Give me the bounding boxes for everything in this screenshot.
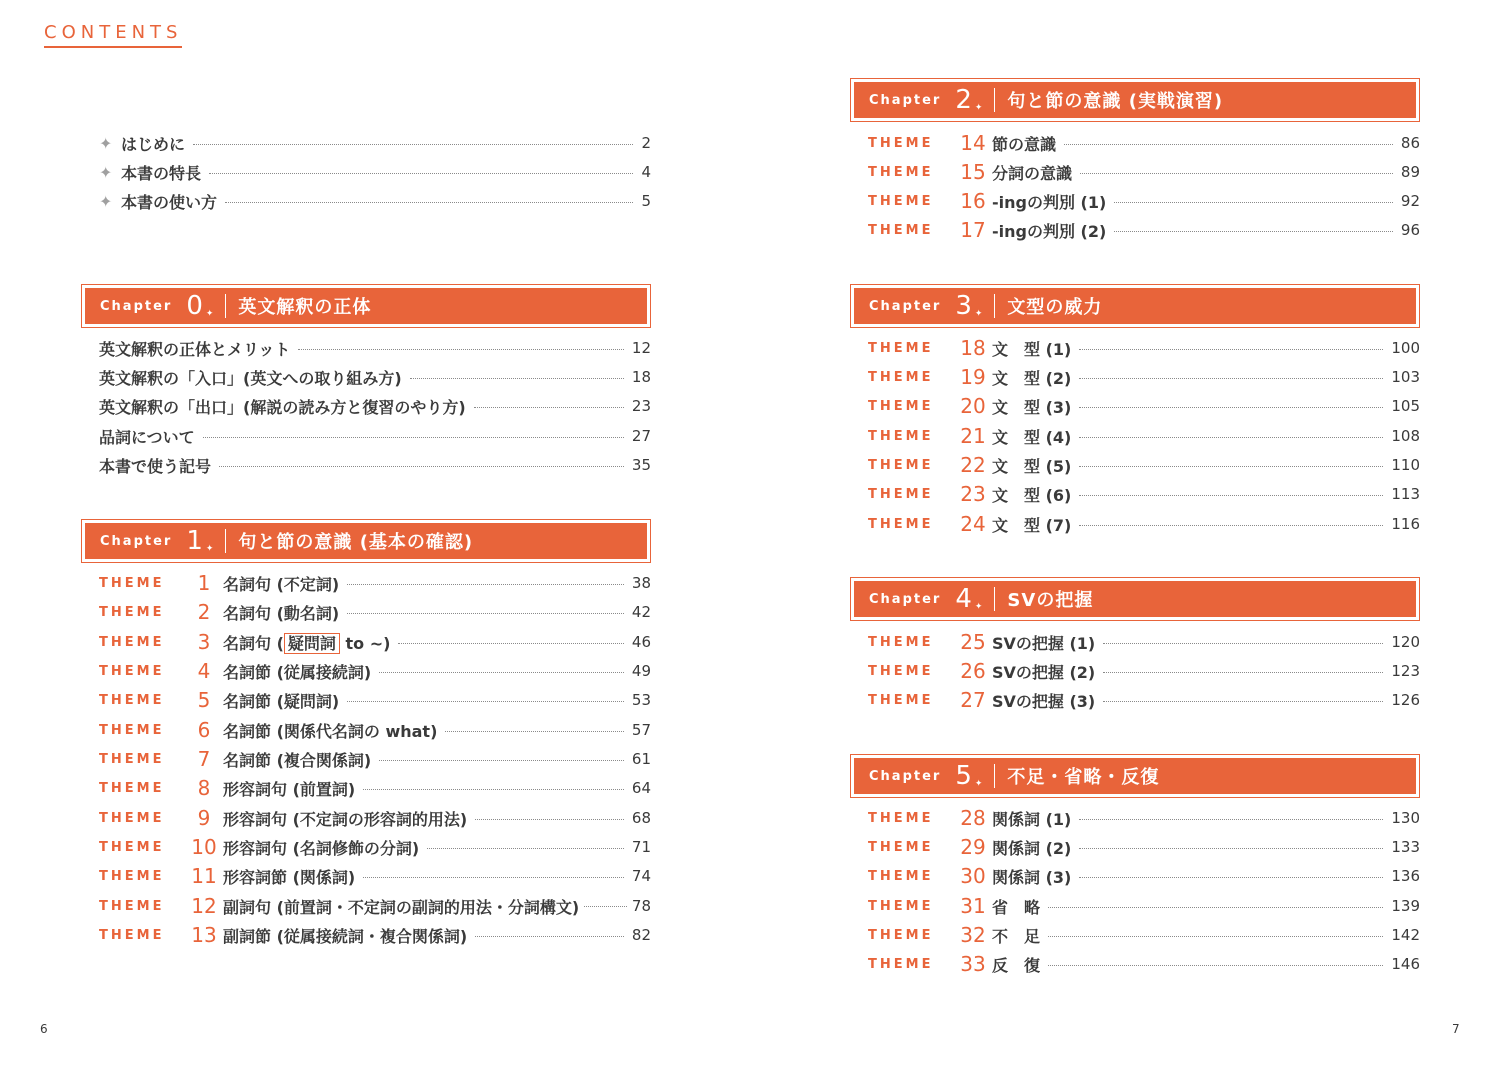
- item-label: はじめに: [121, 134, 186, 154]
- page-ref: 53: [631, 691, 651, 709]
- item-label: 本書の特長: [121, 163, 202, 183]
- page-ref: 27: [631, 427, 651, 445]
- item-label: 英文解釈の「入口」(英文への取り組み方): [99, 368, 402, 388]
- page-ref: 120: [1391, 633, 1420, 651]
- dot-leader: [445, 731, 624, 732]
- theme-number: 18: [960, 336, 986, 360]
- dot-leader: [363, 877, 624, 878]
- dot-leader: [1079, 848, 1383, 849]
- page-number-right: 7: [1452, 1022, 1460, 1036]
- theme-item[interactable]: [81, 599, 651, 625]
- dot-leader: [1079, 495, 1383, 496]
- dot-leader: [1079, 437, 1383, 438]
- dot-leader: [1103, 701, 1383, 702]
- theme-number: 9: [197, 806, 211, 830]
- theme-item[interactable]: [850, 159, 1420, 185]
- theme-number: 6: [197, 718, 211, 742]
- item-label: 文 型 (6): [992, 485, 1072, 505]
- page-ref: 61: [631, 750, 651, 768]
- theme-item[interactable]: [850, 452, 1420, 478]
- theme-item[interactable]: [81, 717, 651, 743]
- theme-number: 12: [191, 894, 217, 918]
- theme-number: 3: [197, 630, 211, 654]
- item-label: 本書で使う記号: [99, 456, 212, 476]
- theme-number: 17: [960, 218, 986, 242]
- toc-item[interactable]: [81, 364, 651, 390]
- theme-number: 28: [960, 806, 986, 830]
- item-label: 文 型 (1): [992, 339, 1072, 359]
- theme-item[interactable]: [850, 393, 1420, 419]
- dot-leader: [1048, 907, 1383, 908]
- dot-leader: [427, 848, 624, 849]
- theme-item[interactable]: [81, 893, 651, 919]
- theme-number: 23: [960, 482, 986, 506]
- theme-word: THEME: [868, 898, 934, 914]
- theme-item[interactable]: [850, 658, 1420, 684]
- toc-item[interactable]: [81, 335, 651, 361]
- theme-word: THEME: [868, 340, 934, 356]
- theme-number: 10: [191, 835, 217, 859]
- theme-word: THEME: [99, 634, 165, 650]
- theme-number: 7: [197, 747, 211, 771]
- dot-leader: [298, 349, 624, 350]
- dot-leader: [1079, 525, 1383, 526]
- item-label: 節の意識: [992, 134, 1057, 154]
- chapter-divider: [994, 88, 995, 112]
- page-ref: 12: [631, 339, 651, 357]
- page-ref: 105: [1391, 397, 1420, 415]
- theme-word: THEME: [868, 222, 934, 238]
- sparkle-icon: ✦: [974, 309, 983, 319]
- page-ref: 110: [1391, 456, 1420, 474]
- dot-leader: [1079, 877, 1383, 878]
- page-ref: 18: [631, 368, 651, 386]
- theme-item[interactable]: [850, 481, 1420, 507]
- contents-title: CONTENTS: [44, 22, 182, 48]
- dot-leader: [363, 789, 624, 790]
- theme-word: THEME: [99, 604, 165, 620]
- dot-leader: [1103, 643, 1383, 644]
- toc-intro-item[interactable]: [81, 188, 651, 214]
- theme-item[interactable]: [81, 834, 651, 860]
- dot-leader: [475, 819, 624, 820]
- page-ref: 133: [1391, 838, 1420, 856]
- theme-word: THEME: [868, 839, 934, 855]
- item-label: 副詞節 (従属接続詞・複合関係詞): [223, 926, 468, 946]
- theme-word: THEME: [99, 751, 165, 767]
- theme-item[interactable]: [81, 658, 651, 684]
- toc-item[interactable]: [81, 452, 651, 478]
- theme-number: 27: [960, 688, 986, 712]
- chapter-3-header[interactable]: Chapter 3 ✦ 文型の威力: [850, 284, 1420, 328]
- theme-word: THEME: [99, 839, 165, 855]
- item-label: 名詞節 (疑問詞): [223, 691, 340, 711]
- page-ref: 86: [1400, 134, 1420, 152]
- item-label: 形容詞節 (関係詞): [223, 867, 356, 887]
- theme-number: 32: [960, 923, 986, 947]
- page-ref: 142: [1391, 926, 1420, 944]
- theme-word: THEME: [868, 428, 934, 444]
- page-ref: 139: [1391, 897, 1420, 915]
- page-ref: 68: [631, 809, 651, 827]
- item-label: 文 型 (5): [992, 456, 1072, 476]
- theme-number: 4: [197, 659, 211, 683]
- dot-leader: [193, 144, 633, 145]
- page-ref: 92: [1400, 192, 1420, 210]
- item-label: 形容詞句 (名詞修飾の分詞): [223, 838, 420, 858]
- dot-leader: [1114, 202, 1393, 203]
- chapter-divider: [994, 294, 995, 318]
- dot-leader: [1064, 144, 1393, 145]
- dot-leader: [1079, 378, 1383, 379]
- page-ref: 38: [631, 574, 651, 592]
- chapter-5-header[interactable]: Chapter 5 ✦ 不足・省略・反復: [850, 754, 1420, 798]
- theme-item[interactable]: [81, 687, 651, 713]
- item-label: 本書の使い方: [121, 192, 218, 212]
- dot-leader: [1114, 231, 1393, 232]
- chapter-0-header[interactable]: Chapter 0 ✦ 英文解釈の正体: [81, 284, 651, 328]
- chapter-1-header[interactable]: Chapter 1 ✦ 句と節の意識 (基本の確認): [81, 519, 651, 563]
- theme-number: 11: [191, 864, 217, 888]
- page-ref: 64: [631, 779, 651, 797]
- dot-leader: [475, 936, 624, 937]
- page-ref: 49: [631, 662, 651, 680]
- dot-leader: [225, 202, 633, 203]
- dot-leader: [1048, 965, 1383, 966]
- item-label: 省 略: [992, 897, 1041, 917]
- item-label: 文 型 (2): [992, 368, 1072, 388]
- item-label: SVの把握 (1): [992, 633, 1096, 653]
- theme-number: 24: [960, 512, 986, 536]
- theme-word: THEME: [868, 927, 934, 943]
- item-label: 文 型 (3): [992, 397, 1072, 417]
- dot-leader: [219, 466, 624, 467]
- theme-item[interactable]: [81, 570, 651, 596]
- item-label: 反 復: [992, 955, 1041, 975]
- theme-item[interactable]: [850, 423, 1420, 449]
- item-label: 名詞句 ( 疑問詞 to ~): [223, 633, 391, 653]
- theme-item[interactable]: [81, 746, 651, 772]
- theme-item[interactable]: [850, 364, 1420, 390]
- dot-leader: [584, 906, 627, 907]
- dot-leader: [379, 672, 624, 673]
- page-ref: 46: [631, 633, 651, 651]
- dot-leader: [1103, 672, 1383, 673]
- item-label: 副詞句 (前置詞・不定詞の副詞的用法・分詞構文): [223, 897, 580, 917]
- page-ref: 108: [1391, 427, 1420, 445]
- theme-number: 29: [960, 835, 986, 859]
- page-ref: 82: [631, 926, 651, 944]
- boxed-term: 疑問詞: [284, 633, 340, 654]
- item-label: 英文解釈の正体とメリット: [99, 339, 291, 359]
- theme-word: THEME: [868, 135, 934, 151]
- sparkle-icon: ✦: [974, 602, 983, 612]
- dot-leader: [1079, 407, 1383, 408]
- page-ref: 74: [631, 867, 651, 885]
- page-ref: 78: [631, 897, 651, 915]
- theme-item[interactable]: [81, 629, 651, 655]
- sparkle-icon: ✦: [205, 309, 214, 319]
- page-ref: 2: [641, 134, 651, 152]
- theme-word: THEME: [868, 956, 934, 972]
- theme-word: THEME: [868, 692, 934, 708]
- theme-number: 16: [960, 189, 986, 213]
- theme-number: 19: [960, 365, 986, 389]
- theme-word: THEME: [868, 369, 934, 385]
- toc-intro-item[interactable]: [81, 130, 651, 156]
- theme-item[interactable]: [850, 922, 1420, 948]
- page-ref: 136: [1391, 867, 1420, 885]
- theme-item[interactable]: [850, 629, 1420, 655]
- theme-word: THEME: [99, 927, 165, 943]
- dot-leader: [209, 173, 633, 174]
- page-ref: 96: [1400, 221, 1420, 239]
- theme-word: THEME: [868, 634, 934, 650]
- theme-number: 5: [197, 688, 211, 712]
- theme-number: 1: [197, 571, 211, 595]
- theme-item[interactable]: [850, 511, 1420, 537]
- theme-item[interactable]: [81, 805, 651, 831]
- theme-word: THEME: [99, 692, 165, 708]
- item-label: 形容詞句 (前置詞): [223, 779, 356, 799]
- theme-item[interactable]: [850, 130, 1420, 156]
- item-label: 文 型 (7): [992, 515, 1072, 535]
- theme-number: 8: [197, 776, 211, 800]
- theme-item[interactable]: [850, 335, 1420, 361]
- theme-word: THEME: [868, 398, 934, 414]
- page-ref: 123: [1391, 662, 1420, 680]
- page-ref: 146: [1391, 955, 1420, 973]
- item-label: -ingの判別 (1): [992, 192, 1107, 212]
- chapter-4-header[interactable]: Chapter 4 ✦ SVの把握: [850, 577, 1420, 621]
- sparkle-icon: ✦: [974, 779, 983, 789]
- theme-word: THEME: [868, 486, 934, 502]
- theme-word: THEME: [868, 193, 934, 209]
- theme-number: 25: [960, 630, 986, 654]
- page-ref: 57: [631, 721, 651, 739]
- item-label: 分詞の意識: [992, 163, 1073, 183]
- sparkle-icon: ✦: [99, 133, 113, 153]
- page-ref: 126: [1391, 691, 1420, 709]
- item-label: 文 型 (4): [992, 427, 1072, 447]
- item-label: 英文解釈の「出口」(解説の読み方と復習のやり方): [99, 397, 466, 417]
- theme-item[interactable]: [850, 188, 1420, 214]
- page-ref: 42: [631, 603, 651, 621]
- page-ref: 103: [1391, 368, 1420, 386]
- item-label: 名詞節 (複合関係詞): [223, 750, 372, 770]
- page-ref: 4: [641, 163, 651, 181]
- theme-number: 22: [960, 453, 986, 477]
- sparkle-icon: ✦: [205, 544, 214, 554]
- theme-number: 2: [197, 600, 211, 624]
- page-ref: 116: [1391, 515, 1420, 533]
- sparkle-icon: ✦: [974, 103, 983, 113]
- theme-number: 33: [960, 952, 986, 976]
- theme-word: THEME: [868, 868, 934, 884]
- theme-item[interactable]: [850, 893, 1420, 919]
- page-ref: 23: [631, 397, 651, 415]
- dot-leader: [410, 378, 624, 379]
- item-label: 形容詞句 (不定詞の形容詞的用法): [223, 809, 468, 829]
- dot-leader: [474, 407, 624, 408]
- item-label: 名詞句 (不定詞): [223, 574, 340, 594]
- item-label: -ingの判別 (2): [992, 221, 1107, 241]
- chapter-2-header[interactable]: Chapter 2 ✦ 句と節の意識 (実戦演習): [850, 78, 1420, 122]
- theme-word: THEME: [99, 898, 165, 914]
- theme-number: 20: [960, 394, 986, 418]
- toc-intro-item[interactable]: [81, 159, 651, 185]
- theme-word: THEME: [99, 575, 165, 591]
- sparkle-icon: ✦: [99, 191, 113, 211]
- theme-item[interactable]: [850, 805, 1420, 831]
- theme-word: THEME: [99, 780, 165, 796]
- theme-word: THEME: [868, 810, 934, 826]
- theme-item[interactable]: [850, 863, 1420, 889]
- item-label: SVの把握 (2): [992, 662, 1096, 682]
- theme-word: THEME: [868, 516, 934, 532]
- item-label: 関係詞 (3): [992, 867, 1072, 887]
- dot-leader: [347, 613, 624, 614]
- page-ref: 5: [641, 192, 651, 210]
- item-label: 名詞句 (動名詞): [223, 603, 340, 623]
- theme-item[interactable]: [81, 775, 651, 801]
- dot-leader: [398, 643, 624, 644]
- theme-number: 13: [191, 923, 217, 947]
- theme-item[interactable]: [850, 834, 1420, 860]
- theme-item[interactable]: [850, 951, 1420, 977]
- page-ref: 113: [1391, 485, 1420, 503]
- chapter-divider: [225, 294, 226, 318]
- item-label: SVの把握 (3): [992, 691, 1096, 711]
- toc-item[interactable]: [81, 393, 651, 419]
- chapter-divider: [994, 587, 995, 611]
- theme-number: 15: [960, 160, 986, 184]
- theme-number: 14: [960, 131, 986, 155]
- item-label: 名詞節 (従属接続詞): [223, 662, 372, 682]
- dot-leader: [203, 437, 624, 438]
- theme-item[interactable]: [850, 217, 1420, 243]
- dot-leader: [347, 584, 624, 585]
- dot-leader: [1080, 173, 1393, 174]
- dot-leader: [1079, 819, 1383, 820]
- theme-word: THEME: [99, 810, 165, 826]
- page-ref: 35: [631, 456, 651, 474]
- dot-leader: [1079, 349, 1383, 350]
- chapter-divider: [994, 764, 995, 788]
- theme-word: THEME: [99, 868, 165, 884]
- page-ref: 71: [631, 838, 651, 856]
- item-label: 名詞節 (関係代名詞の what): [223, 721, 438, 741]
- page-number-left: 6: [40, 1022, 48, 1036]
- theme-word: THEME: [99, 722, 165, 738]
- dot-leader: [379, 760, 624, 761]
- page-ref: 89: [1400, 163, 1420, 181]
- theme-word: THEME: [868, 457, 934, 473]
- theme-item[interactable]: [81, 863, 651, 889]
- item-label: 品詞について: [99, 427, 195, 447]
- theme-word: THEME: [99, 663, 165, 679]
- item-label: 不 足: [992, 926, 1041, 946]
- theme-item[interactable]: [850, 687, 1420, 713]
- dot-leader: [1079, 466, 1383, 467]
- toc-item[interactable]: [81, 423, 651, 449]
- sparkle-icon: ✦: [99, 162, 113, 182]
- item-label: 関係詞 (1): [992, 809, 1072, 829]
- theme-number: 31: [960, 894, 986, 918]
- theme-number: 30: [960, 864, 986, 888]
- theme-number: 21: [960, 424, 986, 448]
- theme-item[interactable]: [81, 922, 651, 948]
- theme-word: THEME: [868, 663, 934, 679]
- theme-number: 26: [960, 659, 986, 683]
- theme-word: THEME: [868, 164, 934, 180]
- dot-leader: [1048, 936, 1383, 937]
- dot-leader: [347, 701, 624, 702]
- page-ref: 130: [1391, 809, 1420, 827]
- page-ref: 100: [1391, 339, 1420, 357]
- chapter-divider: [225, 529, 226, 553]
- item-label: 関係詞 (2): [992, 838, 1072, 858]
